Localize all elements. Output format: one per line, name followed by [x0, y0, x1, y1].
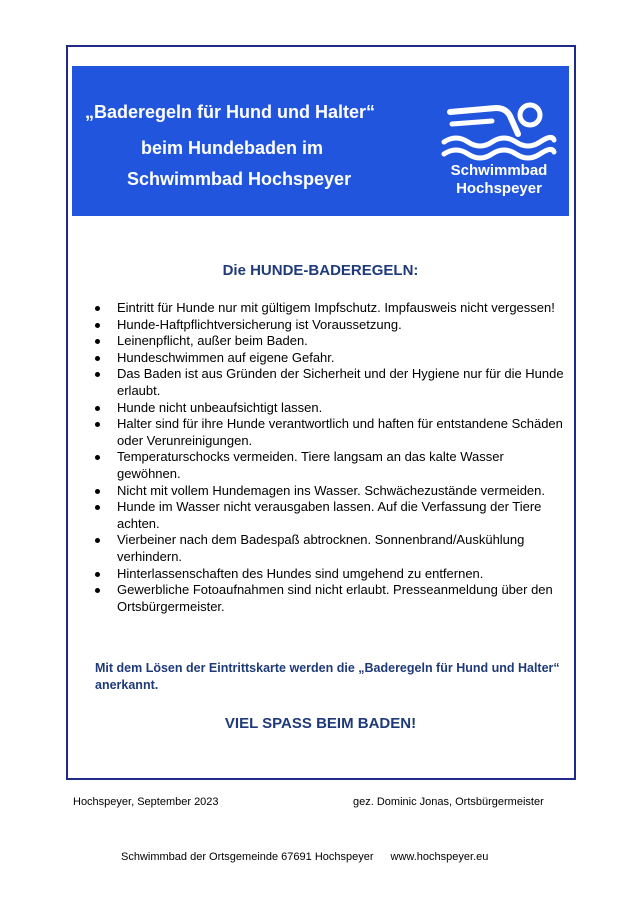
logo-text-line-1: Schwimmbad: [450, 162, 548, 179]
title-line-3: Schwimmbad Hochspeyer: [127, 169, 352, 189]
rule-item: Hunde-Haftpflichtversicherung ist Voraussetzung.: [92, 317, 567, 334]
rule-item: Gewerbliche Fotoaufnahmen sind nicht erlaubt. Presseanmeldung über den Ortsbürgermeister.: [92, 582, 567, 615]
rule-item: Halter sind für ihre Hunde verantwortlich und haften für entstandene Schäden oder Verunreinigungen.: [92, 416, 567, 449]
title-line-2: beim Hundebaden im: [141, 138, 324, 158]
website-link[interactable]: www.hochspeyer.eu: [390, 851, 489, 863]
signature: gez. Dominic Jonas, Ortsbürgermeister: [353, 796, 544, 808]
closing-line: VIEL SPASS BEIM BADEN!: [224, 715, 417, 732]
rule-item: Temperaturschocks vermeiden. Tiere langsam an das kalte Wasser gewöhnen.: [92, 449, 567, 482]
rules-list: [92, 300, 567, 615]
schwimmbad-logo: [436, 94, 562, 202]
rule-item: Leinenpflicht, außer beim Baden.: [92, 333, 567, 350]
swimmer-icon: [436, 94, 562, 164]
place-date: Hochspeyer, September 2023: [73, 796, 219, 808]
rule-item: Hinterlassenschaften des Hundes sind umgehend zu entfernen.: [92, 566, 567, 583]
rule-item: Das Baden ist aus Gründen der Sicherheit und der Hygiene nur für die Hunde erlaubt.: [92, 366, 567, 399]
contact-line: [121, 851, 488, 863]
rule-item: Nicht mit vollem Hundemagen ins Wasser. Schwächezustände vermeiden.: [92, 483, 567, 500]
acceptance-note: Mit dem Lösen der Eintrittskarte werden die „Baderegeln für Hund und Halter“ anerkannt.: [95, 661, 560, 692]
address: Schwimmbad der Ortsgemeinde 67691 Hochspeyer: [121, 851, 374, 863]
rule-item: Eintritt für Hunde nur mit gültigem Impfschutz. Impfausweis nicht vergessen!: [92, 300, 567, 317]
rule-item: Hunde im Wasser nicht verausgaben lassen. Auf die Verfassung der Tiere achten.: [92, 499, 567, 532]
rule-item: Vierbeiner nach dem Badespaß abtrocknen. Sonnenbrand/Auskühlung verhindern.: [92, 532, 567, 565]
title-line-1: „Baderegeln für Hund und Halter“: [85, 102, 376, 122]
logo-text-line-2: Hochspeyer: [456, 180, 542, 197]
rule-item: Hundeschwimmen auf eigene Gefahr.: [92, 350, 567, 367]
rules-heading: Die HUNDE-BADEREGELN:: [222, 262, 419, 279]
header-banner: [72, 66, 569, 216]
rule-item: Hunde nicht unbeaufsichtigt lassen.: [92, 400, 567, 417]
